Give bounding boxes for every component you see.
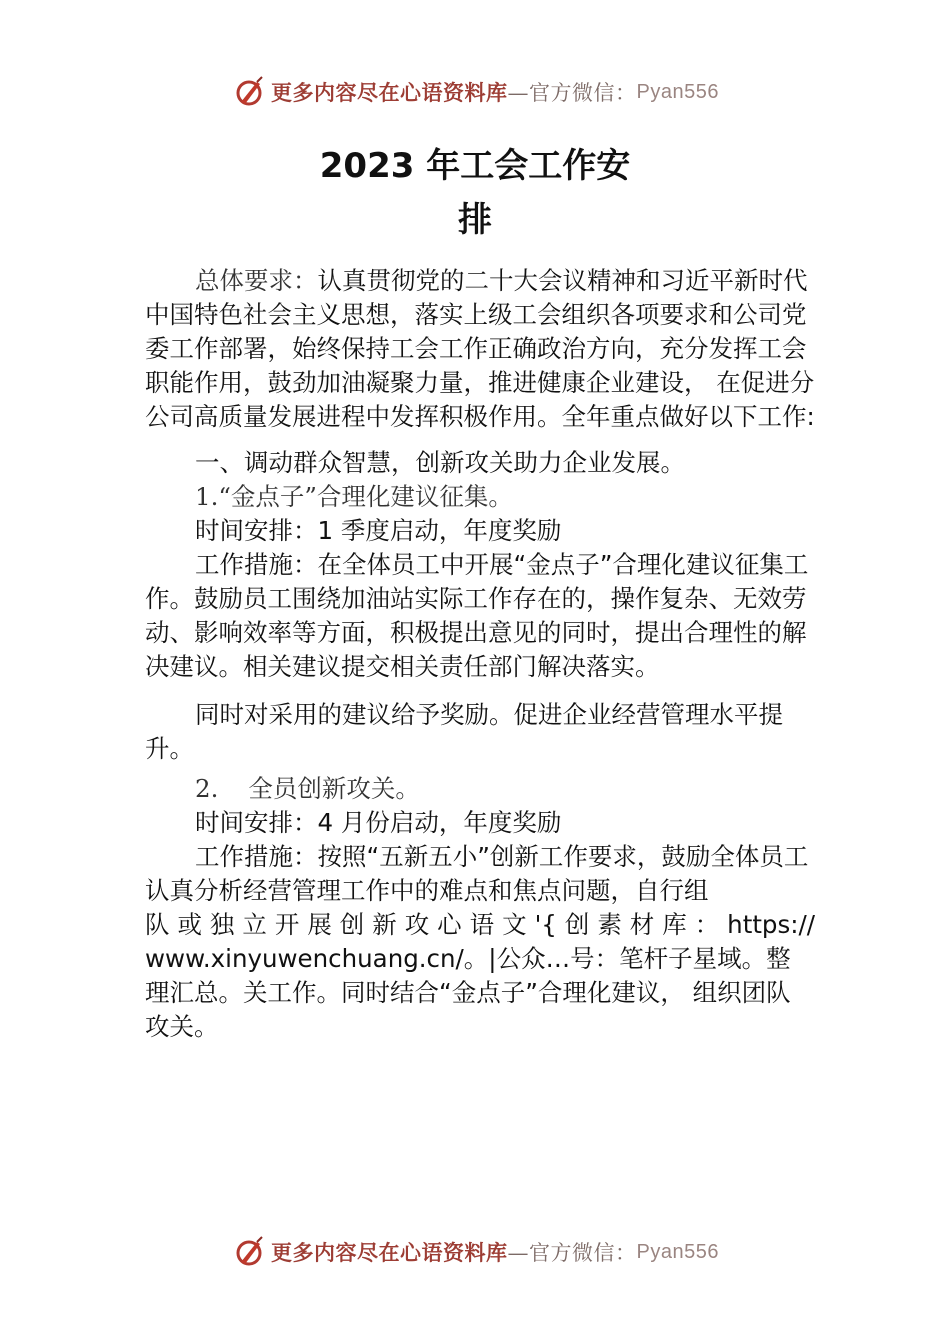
section1-heading: 一、调动群众智慧，创新攻关助力企业发展。 xyxy=(195,448,685,477)
item2-time: 时间安排：4 月份启动，年度奖励 xyxy=(195,808,562,837)
promo-text: 更多内容尽在心语资料库 xyxy=(271,1240,508,1265)
promo-text: 更多内容尽在心语资料库 xyxy=(271,80,508,105)
wechat-id: Pyan556 xyxy=(636,1240,719,1263)
item1-reward: 同时对采用的建议给予奖励。促进企业经营管理水平提升。 xyxy=(145,700,783,763)
intro-label: 总体要求： xyxy=(195,266,318,295)
item1-heading: 1.“金点子”合理化建议征集。 xyxy=(195,482,513,511)
wechat-id: Pyan556 xyxy=(636,80,719,103)
intro-text: 认真贯彻党的二十大会议精神和习近平新时代中国特色社会主义思想，落实上级工会组织各项要求和公司党委工作部署，始终保持工会工作正确政治方向，充分发挥工会职能作用，鼓劲加油凝聚力量，推进健康企业建设， 在促进分公司高质量发展进程中发挥积极作用。全年重点做好以下工作: xyxy=(145,266,815,431)
item2-heading xyxy=(145,772,815,806)
item2-title: 全员创新攻关。 xyxy=(248,774,420,803)
item2-measures-part3: www.xinyuwenchuang.cn/。|公众…号：笔杆子星域。整理汇总。关工作。同时结合“金点子”合理化建议， 组织团队攻关。 xyxy=(145,944,791,1041)
quill-logo-icon xyxy=(231,1234,267,1270)
item2-measures-part2: 队或独立开展创新攻心语文'{创素材库：https:// xyxy=(145,910,815,939)
document-title-line2: 排 xyxy=(458,200,492,240)
item1-time: 时间安排：1 季度启动，年度奖励 xyxy=(195,516,562,545)
document-body xyxy=(145,264,815,1044)
footer-watermark-banner xyxy=(0,1234,950,1270)
quill-logo-icon xyxy=(231,74,267,110)
intro-paragraph xyxy=(145,264,815,434)
contact-prefix: —官方微信： xyxy=(507,1241,637,1265)
header-watermark-banner xyxy=(0,74,950,110)
item2-measures-part1: 工作措施：按照“五新五小”创新工作要求，鼓励全体员工认真分析经营管理工作中的难点和焦点问题，自行组 xyxy=(145,842,809,905)
contact-prefix: —官方微信： xyxy=(507,81,637,105)
item2-number: 2. xyxy=(195,774,219,803)
item1-measures: 工作措施：在全体员工中开展“金点子”合理化建议征集工作。鼓励员工围绕加油站实际工作存在的，操作复杂、无效劳动、影响效率等方面，积极提出意见的同时，提出合理性的解决建议。相关建议提交相关责任部门解决落实。 xyxy=(145,550,809,681)
document-title-line1: 2023 年工会工作安 xyxy=(319,146,631,186)
